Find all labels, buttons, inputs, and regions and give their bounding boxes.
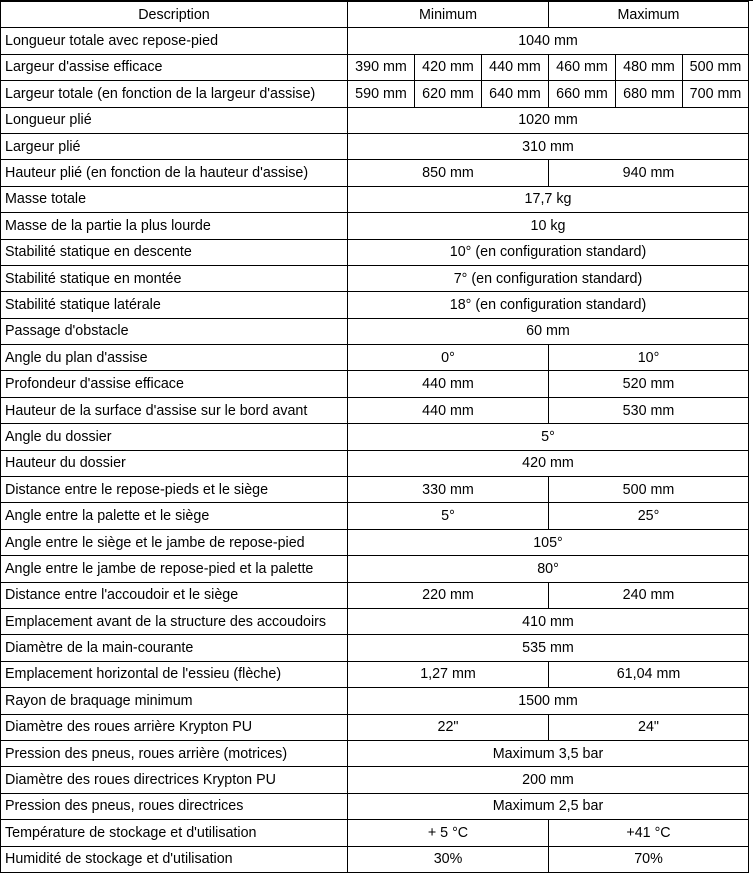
single-value: Maximum 2,5 bar xyxy=(348,793,749,819)
option-value: 590 mm xyxy=(348,81,415,107)
maximum-value: 500 mm xyxy=(549,477,749,503)
row-label: Angle entre le jambe de repose-pied et la palette xyxy=(1,556,348,582)
row-label: Rayon de braquage minimum xyxy=(1,688,348,714)
minimum-value: 0° xyxy=(348,345,549,371)
single-value: 7° (en configuration standard) xyxy=(348,265,749,291)
table-row xyxy=(1,160,749,186)
maximum-value: 61,04 mm xyxy=(549,661,749,687)
description-header: Description xyxy=(1,2,348,28)
minimum-value: 5° xyxy=(348,503,549,529)
single-value: 420 mm xyxy=(348,450,749,476)
maximum-value: 24" xyxy=(549,714,749,740)
option-value: 640 mm xyxy=(482,81,549,107)
table-row xyxy=(1,213,749,239)
row-label: Angle du plan d'assise xyxy=(1,345,348,371)
option-value: 480 mm xyxy=(616,54,683,80)
row-label: Passage d'obstacle xyxy=(1,318,348,344)
row-label: Longueur plié xyxy=(1,107,348,133)
row-label: Température de stockage et d'utilisation xyxy=(1,820,348,846)
minimum-value: 850 mm xyxy=(348,160,549,186)
table-row xyxy=(1,318,749,344)
option-value: 460 mm xyxy=(549,54,616,80)
table-row xyxy=(1,81,749,107)
maximum-value: 940 mm xyxy=(549,160,749,186)
single-value: 10° (en configuration standard) xyxy=(348,239,749,265)
single-value: 200 mm xyxy=(348,767,749,793)
row-label: Distance entre l'accoudoir et le siège xyxy=(1,582,348,608)
table-row xyxy=(1,450,749,476)
maximum-value: 530 mm xyxy=(549,397,749,423)
table-row xyxy=(1,688,749,714)
single-value: 410 mm xyxy=(348,608,749,634)
row-label: Stabilité statique latérale xyxy=(1,292,348,318)
option-value: 660 mm xyxy=(549,81,616,107)
single-value: 535 mm xyxy=(348,635,749,661)
table-row xyxy=(1,292,749,318)
row-label: Angle entre le siège et le jambe de repose-pied xyxy=(1,529,348,555)
minimum-value: 22" xyxy=(348,714,549,740)
table-row xyxy=(1,477,749,503)
row-label: Stabilité statique en montée xyxy=(1,265,348,291)
maximum-value: 10° xyxy=(549,345,749,371)
table-row xyxy=(1,186,749,212)
table-header-row xyxy=(1,2,749,28)
maximum-value: 520 mm xyxy=(549,371,749,397)
table-row xyxy=(1,239,749,265)
minimum-value: 440 mm xyxy=(348,371,549,397)
row-label: Pression des pneus, roues arrière (motrices) xyxy=(1,740,348,766)
maximum-value: +41 °C xyxy=(549,820,749,846)
table-row xyxy=(1,793,749,819)
row-label: Masse totale xyxy=(1,186,348,212)
single-value: 1040 mm xyxy=(348,28,749,54)
maximum-value: 240 mm xyxy=(549,582,749,608)
table-row xyxy=(1,820,749,846)
row-label: Angle du dossier xyxy=(1,424,348,450)
row-label: Hauteur plié (en fonction de la hauteur d'assise) xyxy=(1,160,348,186)
minimum-header: Minimum xyxy=(348,2,549,28)
table-row xyxy=(1,503,749,529)
maximum-value: 25° xyxy=(549,503,749,529)
table-row xyxy=(1,767,749,793)
table-row xyxy=(1,265,749,291)
option-value: 700 mm xyxy=(683,81,749,107)
row-label: Distance entre le repose-pieds et le siège xyxy=(1,477,348,503)
table-row xyxy=(1,54,749,80)
row-label: Largeur d'assise efficace xyxy=(1,54,348,80)
table-row xyxy=(1,28,749,54)
single-value: 1500 mm xyxy=(348,688,749,714)
table-row xyxy=(1,424,749,450)
option-value: 390 mm xyxy=(348,54,415,80)
option-value: 500 mm xyxy=(683,54,749,80)
single-value: 5° xyxy=(348,424,749,450)
row-label: Diamètre des roues directrices Krypton PU xyxy=(1,767,348,793)
table-row xyxy=(1,397,749,423)
maximum-header: Maximum xyxy=(549,2,749,28)
row-label: Pression des pneus, roues directrices xyxy=(1,793,348,819)
table-row xyxy=(1,556,749,582)
table-row xyxy=(1,133,749,159)
specifications-table xyxy=(0,1,749,873)
single-value: 105° xyxy=(348,529,749,555)
row-label: Largeur plié xyxy=(1,133,348,159)
specifications-body xyxy=(1,28,749,873)
row-label: Stabilité statique en descente xyxy=(1,239,348,265)
minimum-value: 1,27 mm xyxy=(348,661,549,687)
table-row xyxy=(1,371,749,397)
minimum-value: 220 mm xyxy=(348,582,549,608)
row-label: Angle entre la palette et le siège xyxy=(1,503,348,529)
minimum-value: 440 mm xyxy=(348,397,549,423)
option-value: 680 mm xyxy=(616,81,683,107)
row-label: Humidité de stockage et d'utilisation xyxy=(1,846,348,872)
row-label: Emplacement horizontal de l'essieu (flèche) xyxy=(1,661,348,687)
table-row xyxy=(1,661,749,687)
row-label: Emplacement avant de la structure des accoudoirs xyxy=(1,608,348,634)
maximum-value: 70% xyxy=(549,846,749,872)
single-value: 60 mm xyxy=(348,318,749,344)
minimum-value: + 5 °C xyxy=(348,820,549,846)
single-value: 80° xyxy=(348,556,749,582)
option-value: 440 mm xyxy=(482,54,549,80)
minimum-value: 30% xyxy=(348,846,549,872)
row-label: Profondeur d'assise efficace xyxy=(1,371,348,397)
row-label: Diamètre des roues arrière Krypton PU xyxy=(1,714,348,740)
row-label: Diamètre de la main-courante xyxy=(1,635,348,661)
option-value: 420 mm xyxy=(415,54,482,80)
row-label: Hauteur du dossier xyxy=(1,450,348,476)
minimum-value: 330 mm xyxy=(348,477,549,503)
table-row xyxy=(1,635,749,661)
table-row xyxy=(1,714,749,740)
table-row xyxy=(1,846,749,872)
single-value: 1020 mm xyxy=(348,107,749,133)
single-value: 310 mm xyxy=(348,133,749,159)
single-value: Maximum 3,5 bar xyxy=(348,740,749,766)
table-row xyxy=(1,608,749,634)
row-label: Hauteur de la surface d'assise sur le bord avant xyxy=(1,397,348,423)
option-value: 620 mm xyxy=(415,81,482,107)
single-value: 10 kg xyxy=(348,213,749,239)
table-row xyxy=(1,529,749,555)
row-label: Masse de la partie la plus lourde xyxy=(1,213,348,239)
table-row xyxy=(1,107,749,133)
single-value: 18° (en configuration standard) xyxy=(348,292,749,318)
table-row xyxy=(1,345,749,371)
row-label: Largeur totale (en fonction de la largeur d'assise) xyxy=(1,81,348,107)
table-row xyxy=(1,582,749,608)
row-label: Longueur totale avec repose-pied xyxy=(1,28,348,54)
table-row xyxy=(1,740,749,766)
single-value: 17,7 kg xyxy=(348,186,749,212)
